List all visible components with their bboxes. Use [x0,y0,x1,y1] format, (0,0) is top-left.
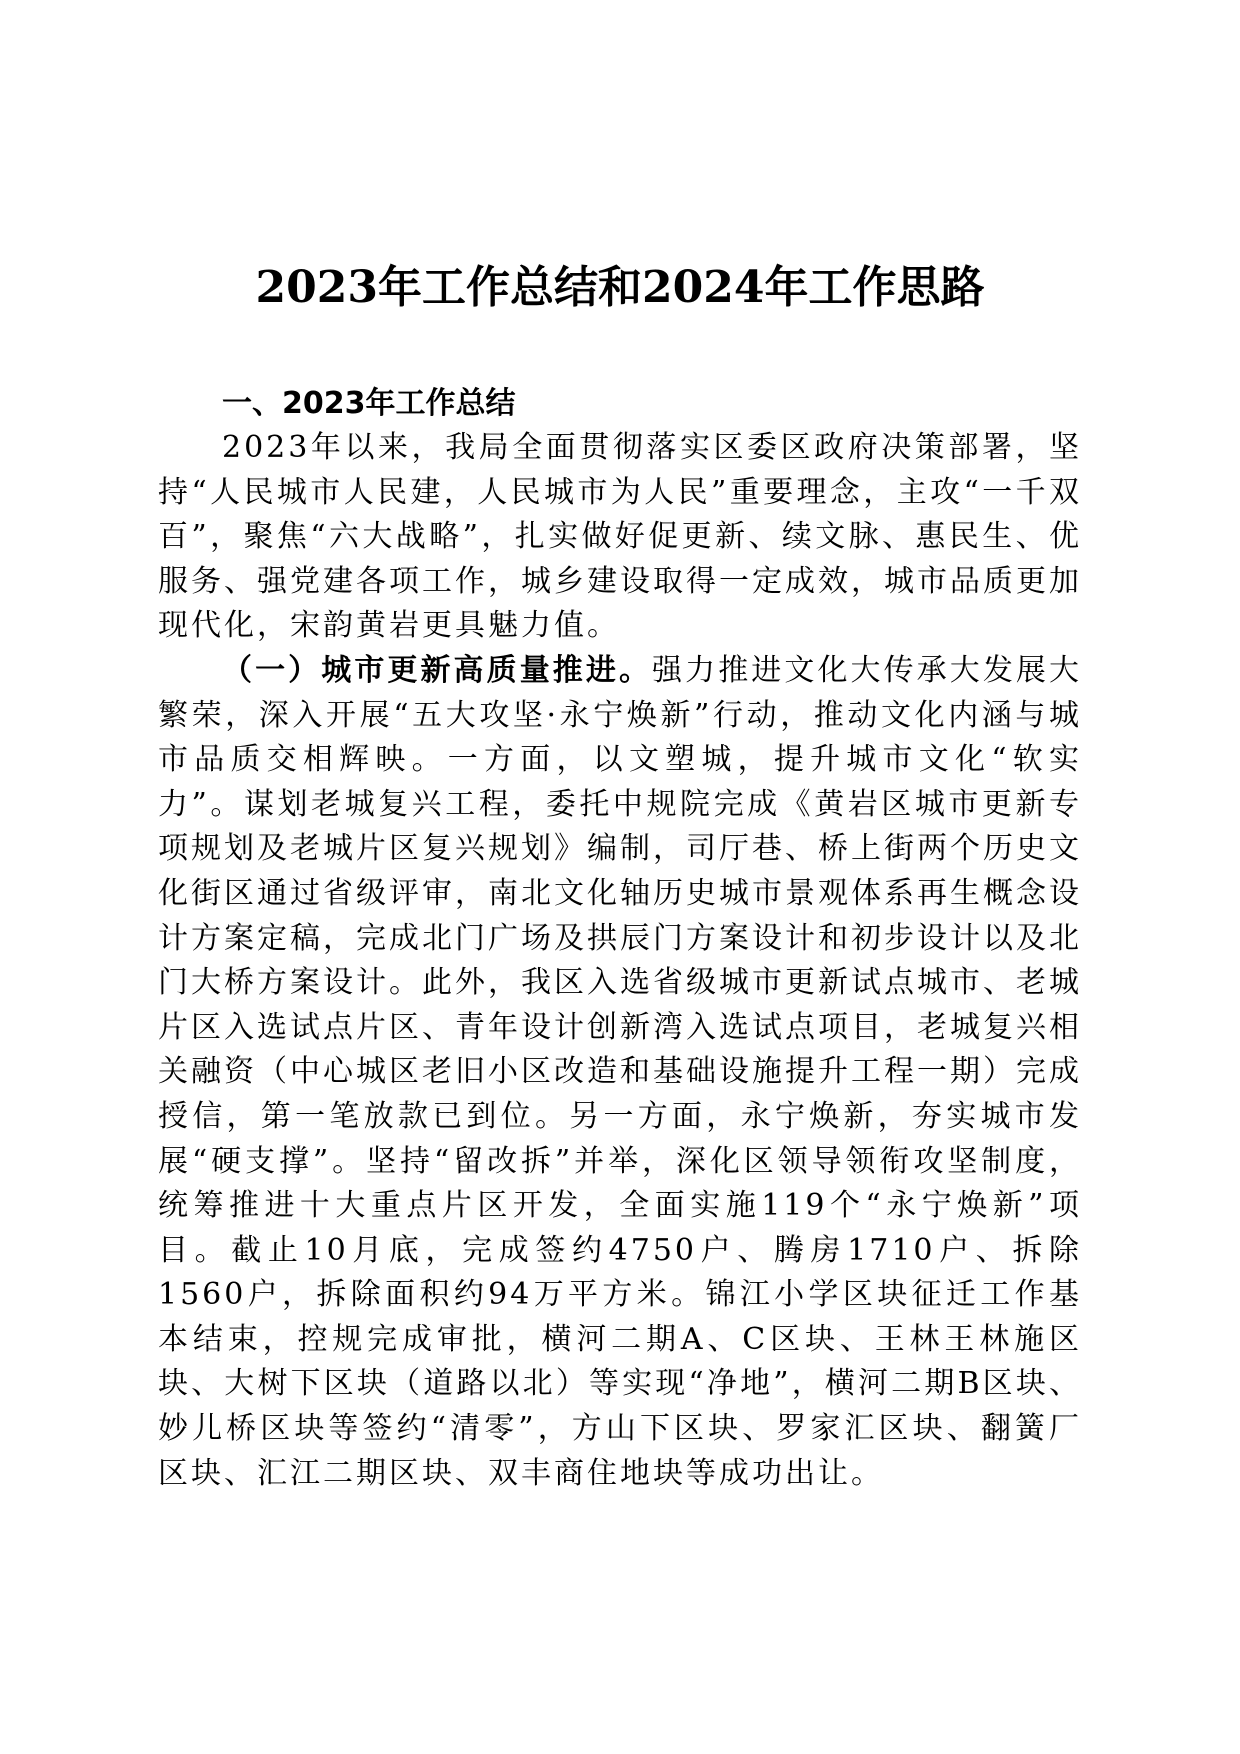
document-title: 2023年工作总结和2024年工作思路 [255,262,985,313]
section-heading: 一、2023年工作总结 [222,386,516,421]
paragraph-intro: 2023年以来，我局全面贯彻落实区委区政府决策部署，坚持“人民城市人民建，人民城市为人民”重要理念，主攻“一千双百”，聚焦“六大战略”，扎实做好促更新、续文脉、惠民生、优服务、强党建各项工作，城乡建设取得一定成效，城市品质更加现代化，宋韵黄岩更具魅力值。 [158,430,1082,644]
paragraph-urban-renewal-body: 强力推进文化大传承大发展大繁荣，深入开展“五大攻坚·永宁焕新”行动，推动文化内涵与城市品质交相辉映。一方面，以文塑城，提升城市文化“软实力”。谋划老城复兴工程，委托中规院完成《黄岩区城市更新专项规划及老城片区复兴规划》编制，司厅巷、桥上街两个历史文化街区通过省级评审，南北文化轴历史城市景观体系再生概念设计方案定稿，完成北门广场及拱辰门方案设计和初步设计以及北门大桥方案设计。此外，我区入选省级城市更新试点城市、老城片区入选试点片区、青年设计创新湾入选试点项目，老城复兴相关融资（中心城区老旧小区改造和基础设施提升工程一期）完成授信，第一笔放款已到位。另一方面，永宁焕新，夯实城市发展“硬支撑”。坚持“留改拆”并举，深化区领导领衔攻坚制度，统筹推进十大重点片区开发，全面实施119个“永宁焕新”项目。截止10月底，完成签约4750户、腾房1710户、拆除1560户，拆除面积约94万平方米。锦江小学区块征迁工作基本结束，控规完成审批，横河二期A、C区块、王林王林施区块、大树下区块（道路以北）等实现“净地”，横河二期B区块、妙儿桥区块等签约“清零”，方山下区块、罗家汇区块、翻簧厂区块、汇江二期区块、双丰商住地块等成功出让。 [158,652,1083,1491]
document-body [158,426,1082,1496]
paragraph-subheading: （一）城市更新高质量推进。 [222,652,653,688]
paragraph-urban-renewal [158,649,1082,1496]
